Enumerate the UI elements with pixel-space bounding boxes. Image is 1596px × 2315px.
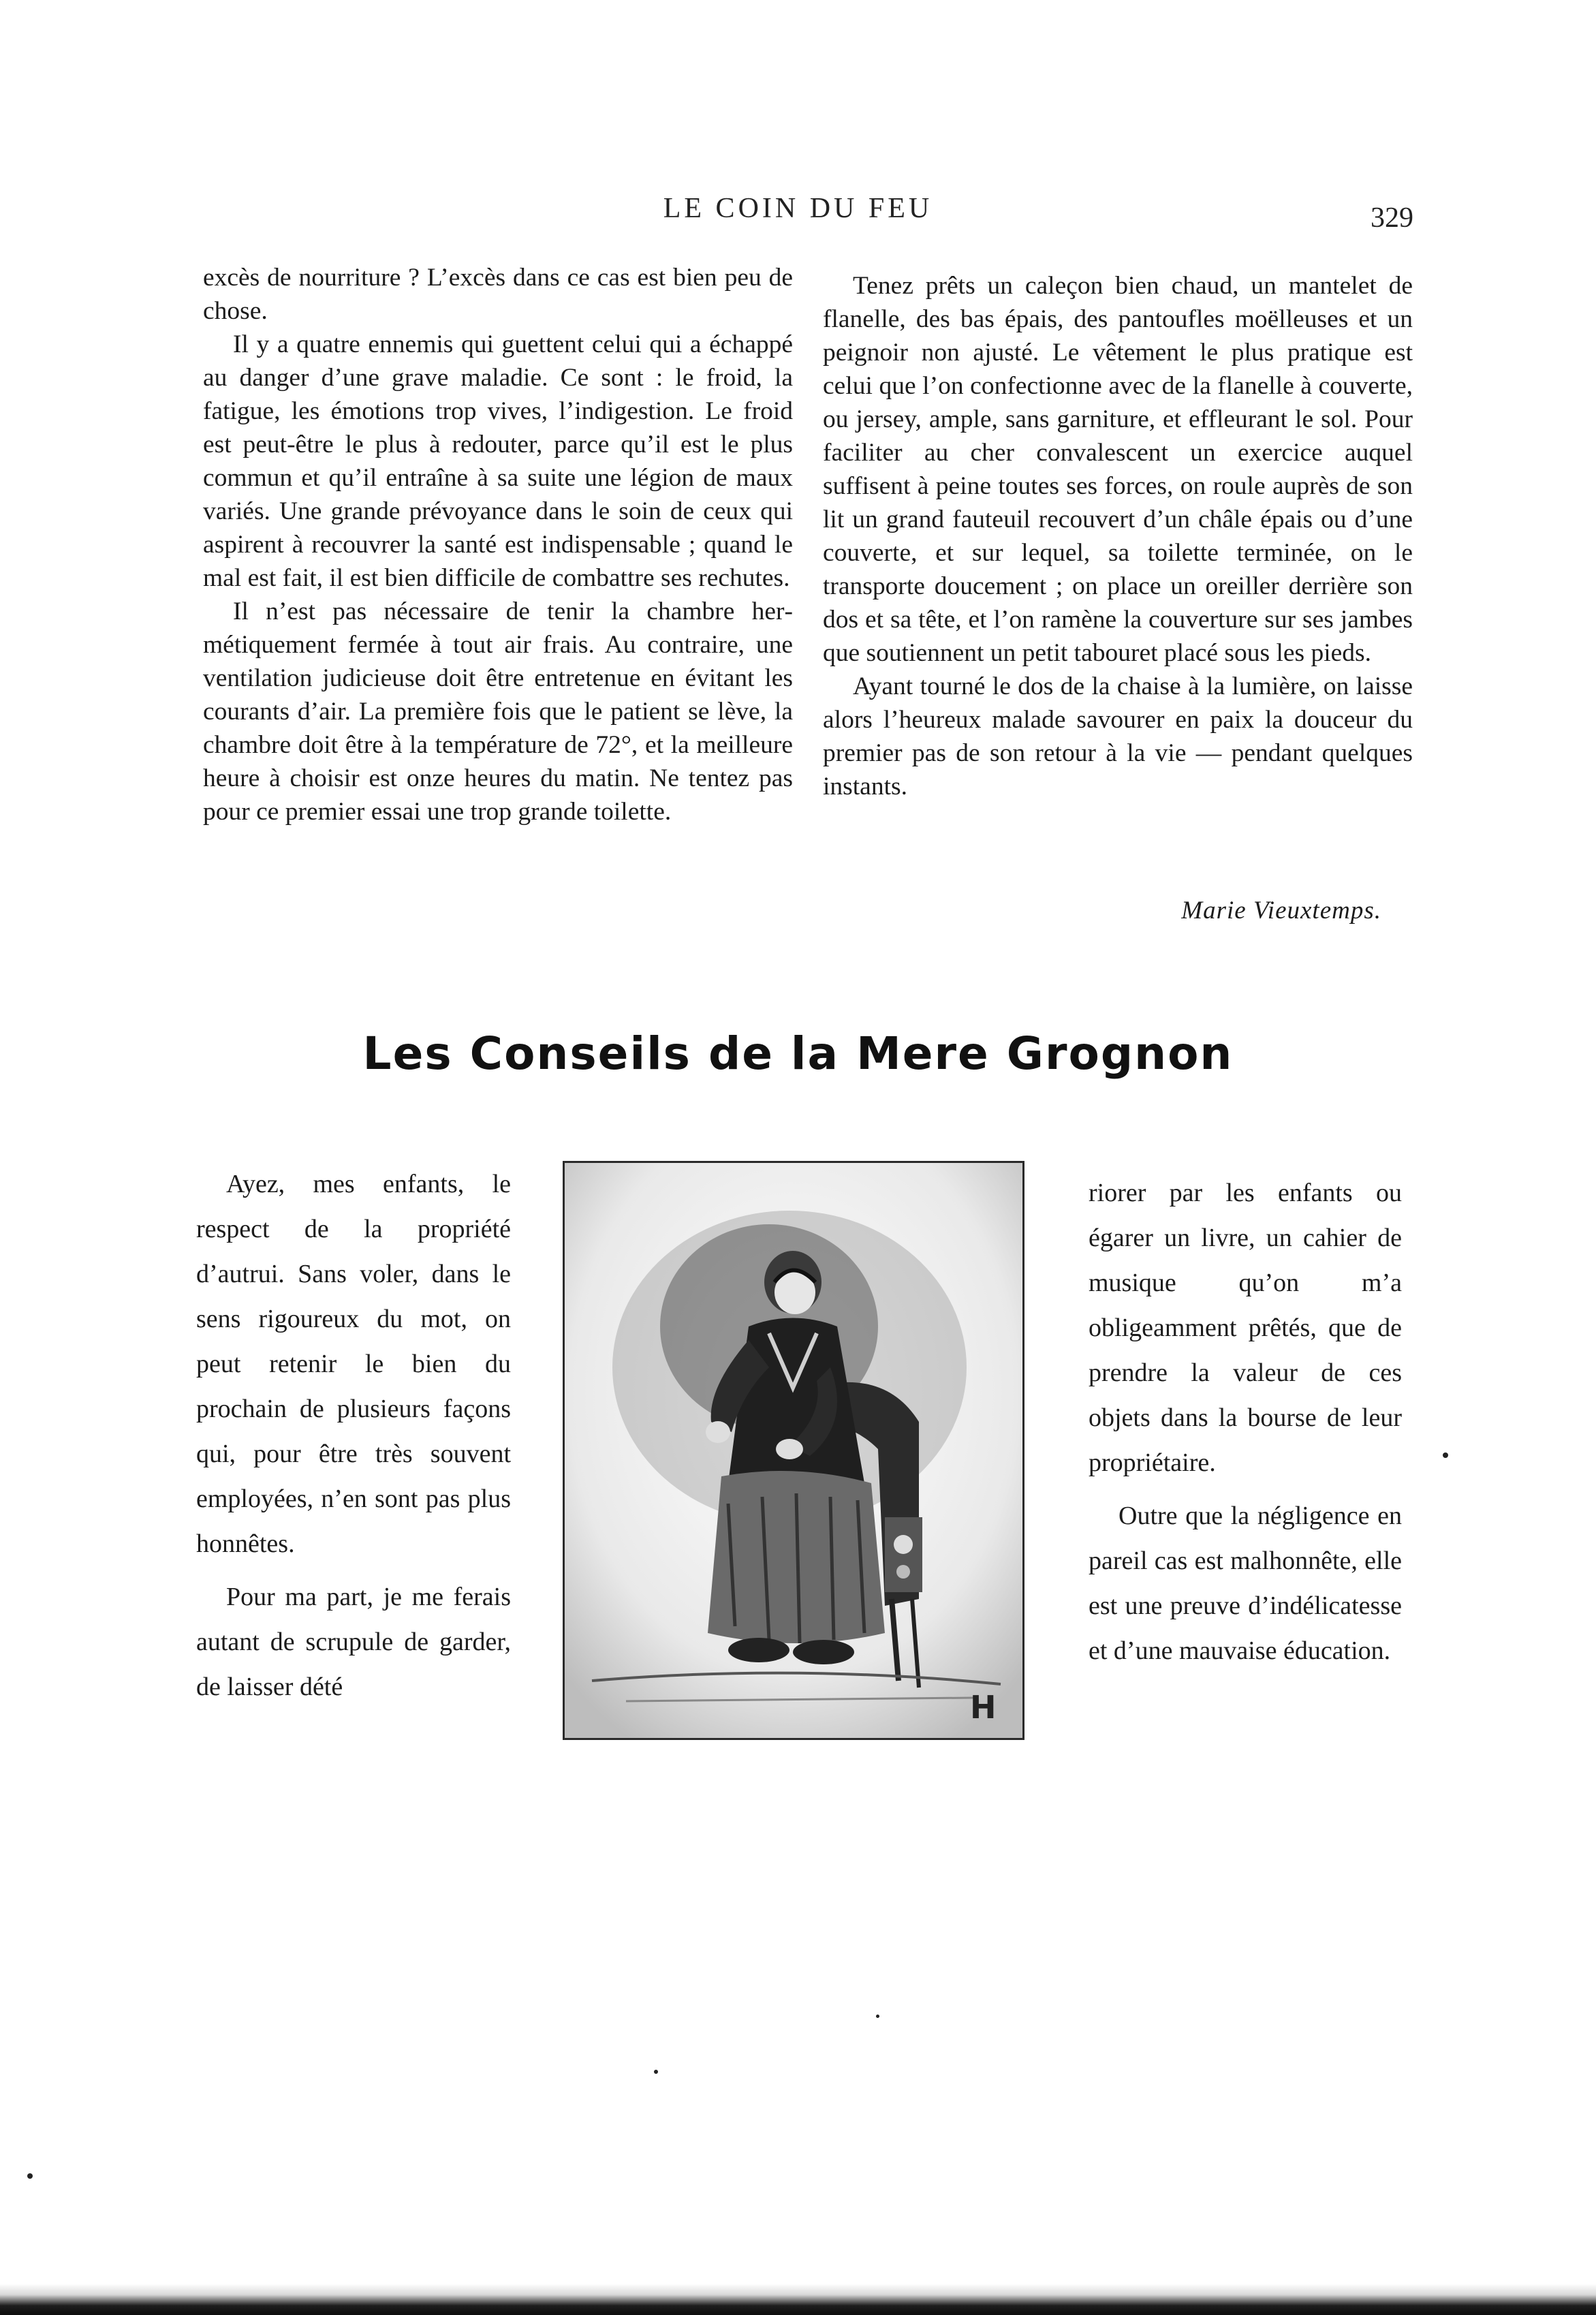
seated-woman-sketch-icon: [565, 1163, 1022, 1738]
paragraph: Il y a quatre ennemis qui guettent celui qui a échappé au danger d’une grave maladie. Ce sont : le froid, la fatigue, les émotions trop vives, l’indigestion. Le froid est peut-être le plus à redouter, parce qu’il est le plus commun et qu’il entraîne à sa suite une légion de maux variés. Une grande prévoyance dans le soin de ceux qui aspirent à recouvrer la santé est indispensable ; quand le mal est fait, il est bien difficile de combattre ses rechutes.: [203, 330, 793, 592]
scan-speck: [1443, 1452, 1448, 1458]
article-right-column: [823, 269, 1413, 803]
paragraph: Ayant tourné le dos de la chaise à la lumière, on laisse alors l’heureux malade savourer en paix la douceur du premier pas de son retour à la vie — pendant quelques instants.: [823, 672, 1413, 801]
scan-speck: [27, 2173, 33, 2179]
scan-edge: [0, 2284, 1596, 2315]
author-signature: Marie Vieuxtemps.: [1181, 897, 1381, 925]
paragraph: Pour ma part, je me ferais autant de scrupule de garder, de laisser dété: [196, 1583, 511, 1701]
paragraph: Il n’est pas nécessaire de tenir la chambre hermétiquement fermée à tout air frais. Au contraire, une ventilation judicieuse doit être entretenue en évitant les courants d’air. La première fois que le patient se lève, la chambre doit être à la température de 72°, et la meilleure heure à choisir est onze heures du matin. Ne tentez pas pour ce premier essai une trop grande toilette.: [203, 597, 793, 826]
page-number: 329: [1371, 202, 1413, 234]
scan-speck: [654, 2070, 658, 2074]
paragraph: riorer par les enfants ou égarer un livre, un cahier de musique qu’on m’a obligeamment prêtés, que de prendre la valeur de ces objets dans la bourse de leur propriétaire.: [1089, 1179, 1402, 1477]
paragraph: excès de nourriture ? L’excès dans ce cas est bien peu de chose.: [203, 264, 793, 325]
scan-speck: [876, 2015, 879, 2018]
section-title: Les Conseils de la Mere Grognon: [362, 1027, 1234, 1080]
article-left-column: [203, 261, 793, 828]
artist-monogram: H: [970, 1689, 997, 1726]
paragraph: Tenez prêts un caleçon bien chaud, un mantelet de flanelle, des bas épais, des pantoufles moëlleuses et un peignoir non ajusté. Le vêtement le plus pratique est celui que l’on confectionne avec de la flanelle à couverte, ou jersey, ample, sans garniture, et effleurant le sol. Pour faciliter au cher convalescent un exercice auquel suffisent à peine toutes ses forces, on roule auprès de son lit un grand fauteuil recouvert d’un châle épais ou d’une couverte, et sur lequel, sa toilette terminée, on le transporte doucement ; on place un oreiller derrière son dos et sa tête, et l’on ramène la couverture sur ses jambes que soutiennent un petit tabouret placé sous les pieds.: [823, 272, 1413, 667]
section-left-column: [196, 1162, 511, 1709]
paragraph: Outre que la négligence en pareil cas est malhonnête, elle est une preuve d’indélicatesse et d’une mauvaise éducation.: [1089, 1502, 1402, 1665]
illustration-seated-woman: [563, 1161, 1024, 1740]
paragraph: Ayez, mes enfants, le respect de la propriété d’autrui. Sans voler, dans le sens rigoureux du mot, on peut retenir le bien du prochain de plusieurs façons qui, pour être très souvent employées, n’en sont pas plus honnêtes.: [196, 1170, 511, 1558]
running-title: LE COIN DU FEU: [663, 193, 933, 224]
section-right-column: [1089, 1170, 1402, 1673]
